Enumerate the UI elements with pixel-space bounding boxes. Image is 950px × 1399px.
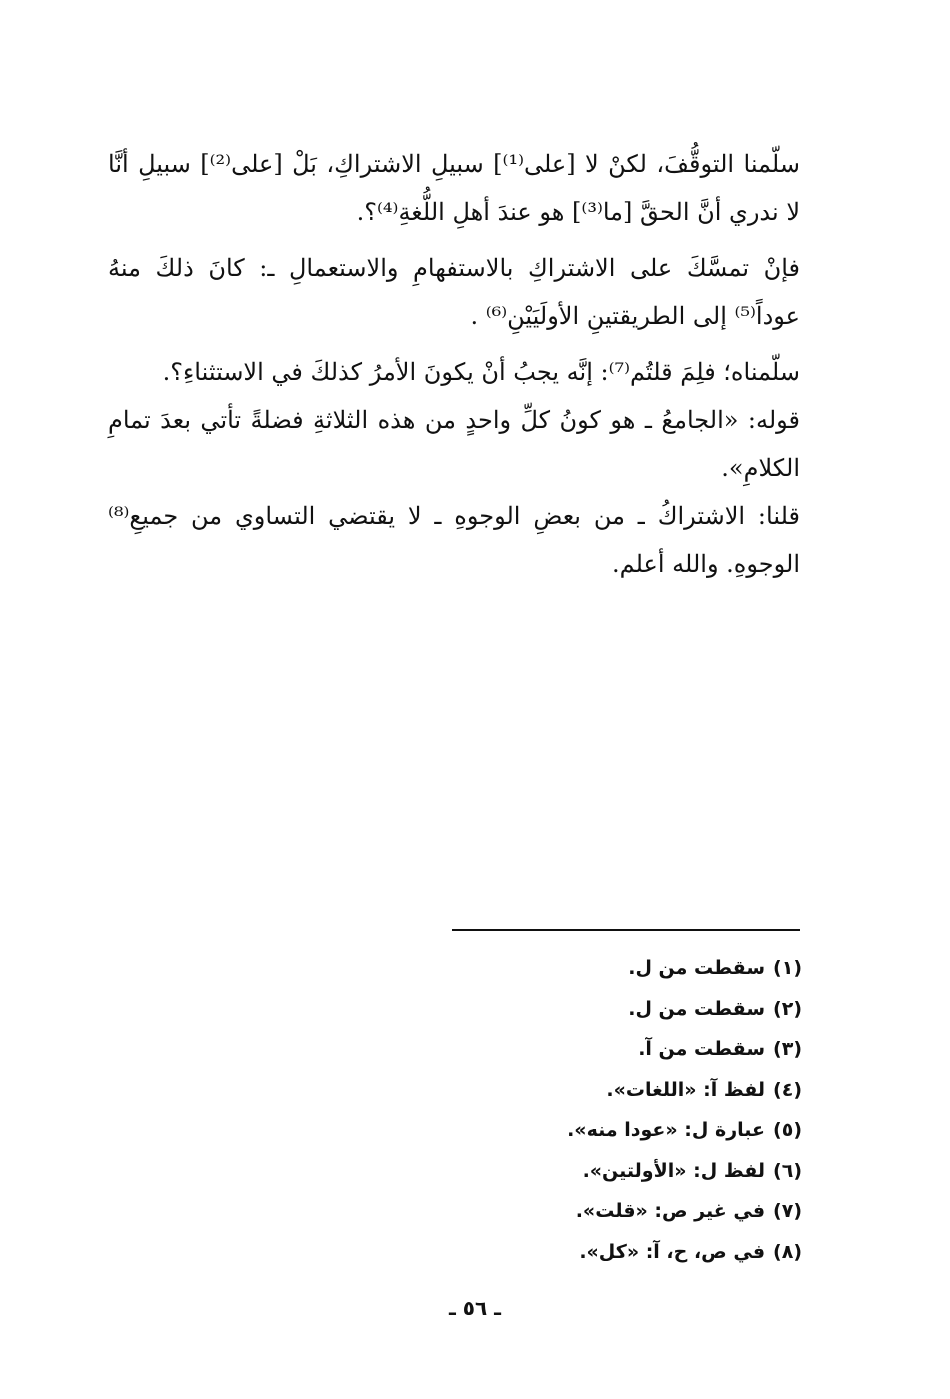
footnote-text: في ص، ح، آ: «كل». [579,1240,766,1263]
footnote-number: (٦) [773,1159,802,1182]
footnote-text: سقطت من آ. [638,1038,766,1060]
footnote-text: سقطت من ل. [628,957,766,979]
footnote [520,1191,802,1232]
footnote [520,1232,802,1273]
footnote-number: (٢) [773,997,802,1020]
paragraph: قلنا: الاشتراكُ ـ من بعضِ الوجوهِ ـ لا يقتضي التساوي من جميعِ⁽⁸⁾ الوجوهِ. والله أعلم. [108,502,800,578]
footnote-number: (١) [773,957,802,979]
footnote-text: في غير ص: «قلت». [575,1200,766,1222]
footnote-text: عبارة ل: «عودا منه». [567,1119,766,1141]
footnotes [520,948,802,1272]
footnote-number: (٥) [773,1119,802,1141]
paragraph: قوله: «الجامعُ ـ هو كونُ كلِّ واحدٍ من هذه الثلاثةِ فضلةً تأتي بعدَ تمامِ الكلامِ». [108,406,800,482]
footnote-separator [452,929,800,931]
footnote-number: (٣) [773,1038,802,1060]
footnote [520,1029,802,1070]
footnote-text: لفظ آ: «اللغات». [606,1078,766,1101]
footnote [520,1110,802,1151]
footnote-text: لفظ ل: «الأولتين». [582,1159,766,1182]
footnote [520,1151,802,1192]
footnote-number: (٤) [773,1078,802,1101]
footnote-number: (٨) [773,1240,802,1263]
footnote [520,948,802,989]
paragraph: فإنْ تمسَّكَ على الاشتراكِ بالاستفهامِ والاستعمالِ ـ: كانَ ذلكَ منهُ عوداً⁽⁵⁾ إلى الطريقتينِ الأولَيَيْنِ⁽⁶⁾ . [108,254,800,330]
footnote [520,1070,802,1111]
page-number: ـ ٥٦ ـ [448,1296,502,1320]
footnote-text: سقطت من ل. [628,997,766,1020]
paragraph: سلّمناه؛ فلِمَ قلتُم⁽⁷⁾: إنَّه يجبُ أنْ يكونَ الأمرُ كذلكَ في الاستثناءِ؟. [162,358,800,386]
footnote [520,989,802,1030]
paragraph: سلّمنا التوقُّفَ، لكنْ لا [على⁽¹⁾] سبيلِ الاشتراكِ، بَلْ [على⁽²⁾] سبيلِ أنَّا لا ندري أنَّ الحقَّ [ما⁽³⁾] هو عندَ أهلِ اللُّغةِ⁽⁴⁾؟. [108,150,800,226]
main-text [108,140,800,596]
footnote-number: (٧) [773,1200,802,1222]
